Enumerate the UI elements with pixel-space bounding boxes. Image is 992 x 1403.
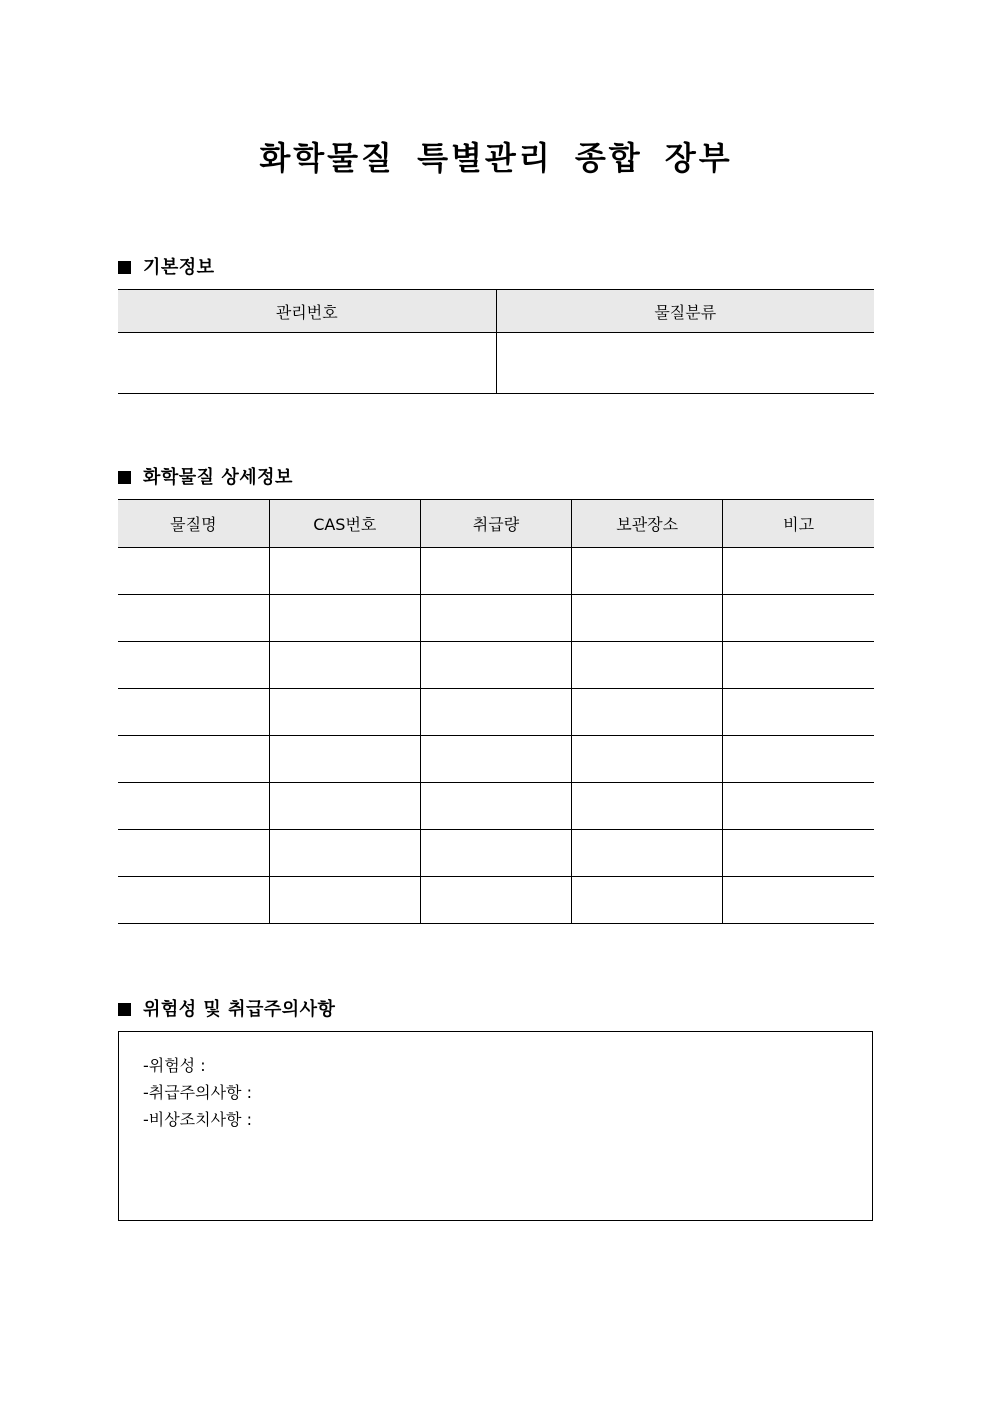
detail-info-table [118,499,874,924]
header-cell-substance-name: 물질명 [118,500,269,548]
cell-cas-number[interactable] [269,595,420,642]
cell-handling-amount[interactable] [420,877,571,924]
table-row [118,783,874,830]
table-row [118,736,874,783]
hazard-line: -위험성 : [143,1056,206,1075]
cell-remarks[interactable] [723,548,874,595]
cell-substance-name[interactable] [118,548,269,595]
cell-storage-location[interactable] [572,642,723,689]
cell-substance-name[interactable] [118,783,269,830]
cell-remarks[interactable] [723,783,874,830]
cell-substance-name[interactable] [118,642,269,689]
header-cell-remarks: 비고 [723,500,874,548]
cell-substance-name[interactable] [118,595,269,642]
table-row [118,689,874,736]
cell-handling-amount[interactable] [420,642,571,689]
cell-substance-name[interactable] [118,689,269,736]
handling-caution-line: -취급주의사항 : [143,1083,252,1102]
cell-storage-location[interactable] [572,877,723,924]
cell-handling-amount[interactable] [420,595,571,642]
emergency-action-line: -비상조치사항 : [143,1110,252,1129]
cell-handling-amount[interactable] [420,736,571,783]
cell-storage-location[interactable] [572,830,723,877]
header-cell-storage-location: 보관장소 [572,500,723,548]
cell-cas-number[interactable] [269,548,420,595]
table-row [118,642,874,689]
cell-cas-number[interactable] [269,877,420,924]
cell-cas-number[interactable] [269,783,420,830]
section-title-hazard [118,995,335,1021]
cell-management-number[interactable] [118,333,496,394]
cell-handling-amount[interactable] [420,548,571,595]
section-title-detail-info [118,463,293,489]
square-bullet-icon [118,1003,131,1016]
cell-storage-location[interactable] [572,548,723,595]
cell-cas-number[interactable] [269,642,420,689]
section-title-basic-info [118,253,215,279]
cell-cas-number[interactable] [269,736,420,783]
table-row [118,548,874,595]
basic-info-table [118,289,874,394]
table-row [118,877,874,924]
cell-storage-location[interactable] [572,689,723,736]
cell-cas-number[interactable] [269,689,420,736]
cell-handling-amount[interactable] [420,689,571,736]
cell-cas-number[interactable] [269,830,420,877]
cell-remarks[interactable] [723,736,874,783]
header-cell-management-number: 관리번호 [118,290,496,333]
cell-remarks[interactable] [723,595,874,642]
cell-storage-location[interactable] [572,736,723,783]
square-bullet-icon [118,471,131,484]
section-label: 기본정보 [143,257,215,278]
hazard-notes-box[interactable] [118,1031,873,1221]
header-cell-handling-amount: 취급량 [420,500,571,548]
cell-storage-location[interactable] [572,783,723,830]
cell-remarks[interactable] [723,877,874,924]
cell-remarks[interactable] [723,689,874,736]
cell-remarks[interactable] [723,642,874,689]
header-row [118,500,874,548]
table-row [118,830,874,877]
square-bullet-icon [118,261,131,274]
header-cell-substance-class: 물질분류 [496,290,874,333]
header-row [118,290,874,333]
cell-substance-name[interactable] [118,830,269,877]
section-label: 화학물질 상세정보 [143,467,293,488]
header-cell-cas-number: CAS번호 [269,500,420,548]
cell-handling-amount[interactable] [420,830,571,877]
cell-substance-name[interactable] [118,736,269,783]
table-row [118,595,874,642]
document-title: 화학물질 특별관리 종합 장부 [259,139,733,177]
cell-handling-amount[interactable] [420,783,571,830]
table-row [118,333,874,394]
cell-substance-name[interactable] [118,877,269,924]
cell-storage-location[interactable] [572,595,723,642]
cell-substance-class[interactable] [496,333,874,394]
cell-remarks[interactable] [723,830,874,877]
section-label: 위험성 및 취급주의사항 [143,999,336,1020]
